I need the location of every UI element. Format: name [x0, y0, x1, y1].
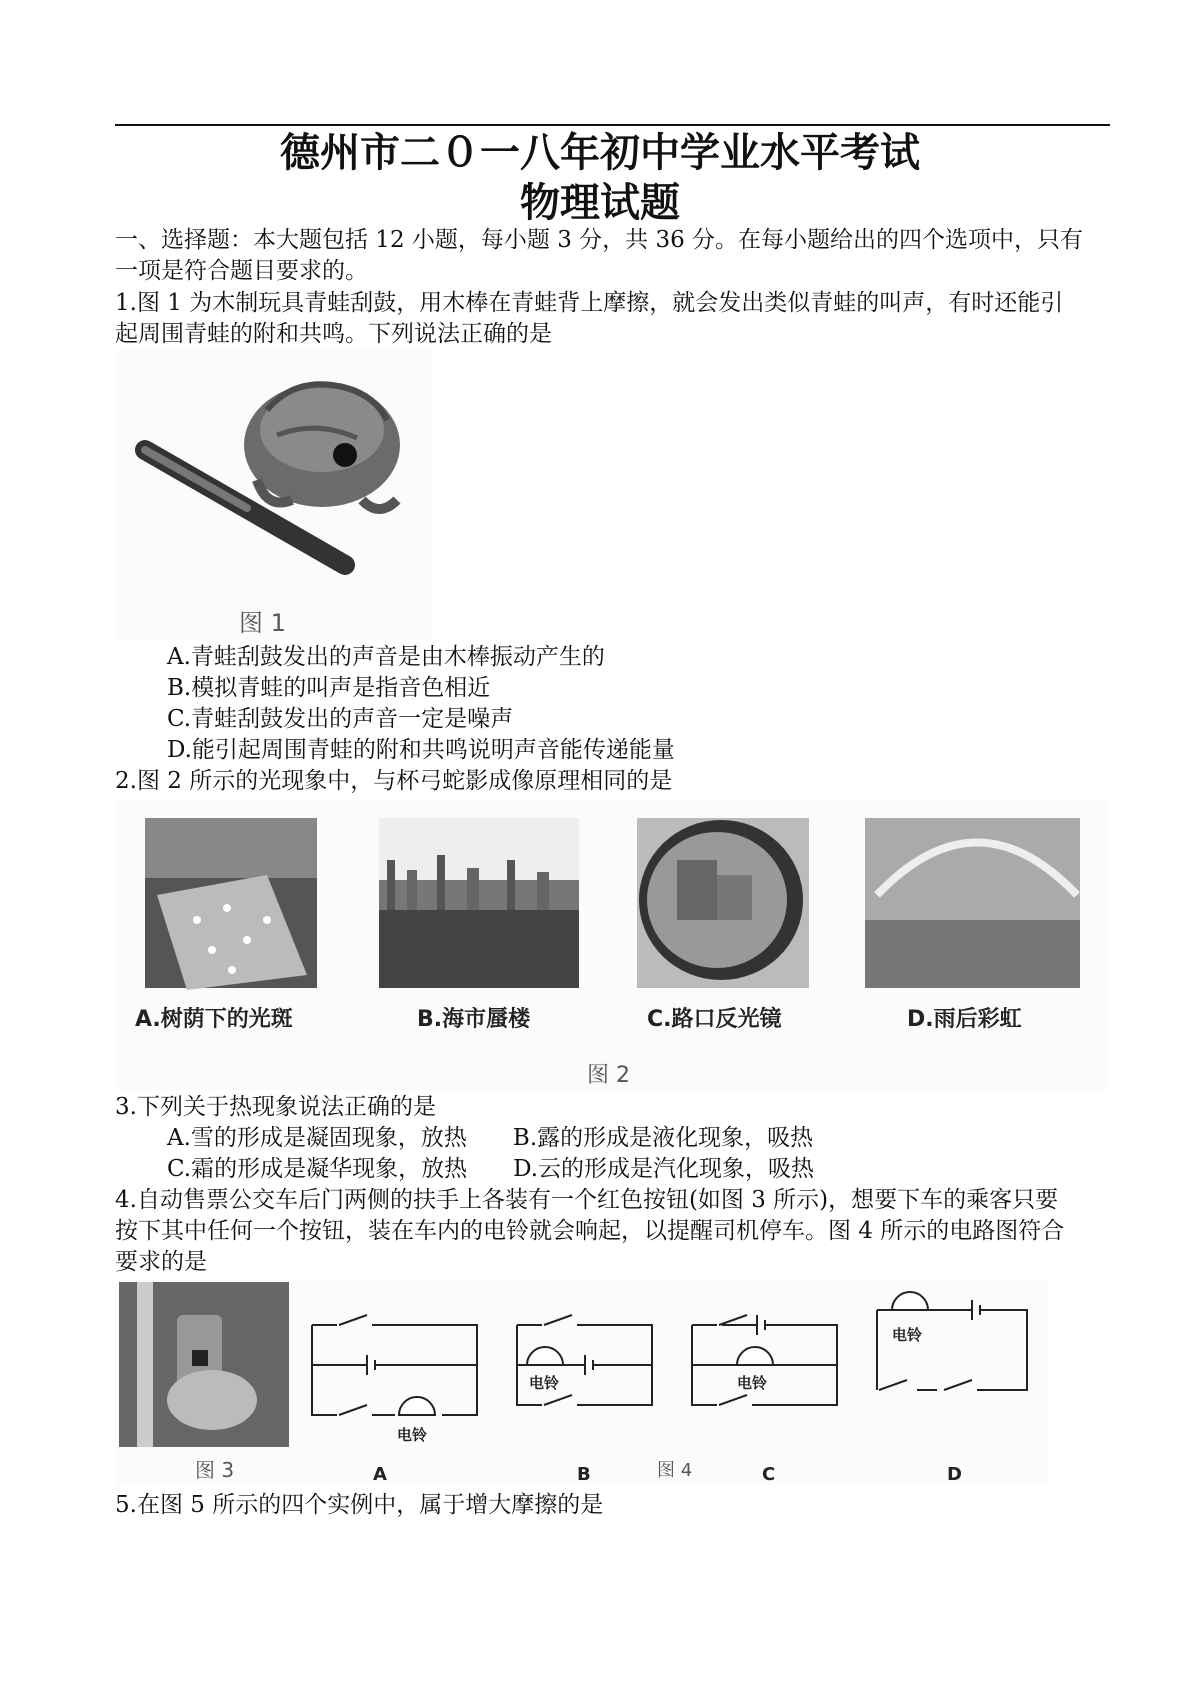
exam-title: 德州市二０一八年初中学业水平考试 [280, 130, 920, 176]
panel-c-convex-mirror [637, 818, 809, 1032]
figure-1-caption: 图 1 [239, 609, 286, 637]
section-intro-line1: 一、选择题：本大题包括 12 小题，每小题 3 分，共 36 分。在每小题给出的四个选项中，只有 [115, 227, 1084, 253]
figure-2-caption: 图 2 [587, 1063, 630, 1088]
q2-stem: 2.图 2 所示的光现象中，与杯弓蛇影成像原理相同的是 [115, 768, 673, 794]
q4-stem-line3: 要求的是 [115, 1249, 207, 1275]
q4-stem-line2: 按下其中任何一个按钮，装在车内的电铃就会响起，以提醒司机停车。图 4 所示的电路图符合 [115, 1218, 1065, 1244]
q4-stem-line1: 4.自动售票公交车后门两侧的扶手上各装有一个红色按钮(如图 3 所示)，想要下车的乘客只要 [115, 1187, 1059, 1213]
circuit-d-letter: D [947, 1464, 962, 1485]
circuit-b-bell-label: 电铃 [529, 1374, 560, 1392]
q1-option-b: B.模拟青蛙的叫声是指音色相近 [167, 675, 491, 701]
circuit-c-bell-label: 电铃 [737, 1374, 768, 1392]
circuit-a [312, 1315, 477, 1415]
q5-stem: 5.在图 5 所示的四个实例中，属于增大摩擦的是 [115, 1492, 604, 1518]
figure-4-caption: 图 4 [657, 1460, 693, 1481]
q1-option-a: A.青蛙刮鼓发出的声音是由木棒振动产生的 [167, 644, 605, 670]
q3-stem: 3.下列关于热现象说法正确的是 [115, 1094, 436, 1120]
panel-a-label: A.树荫下的光斑 [135, 1007, 293, 1032]
panel-a-tree-shadow-spots [135, 818, 317, 1032]
circuit-d-bell-label: 电铃 [892, 1326, 923, 1344]
exam-subtitle: 物理试题 [520, 180, 680, 226]
panel-b-label: B.海市蜃楼 [417, 1007, 531, 1032]
q3-options-row2: C.霜的形成是凝华现象，放热 D.云的形成是汽化现象，吸热 [167, 1156, 815, 1182]
q1-option-c: C.青蛙刮鼓发出的声音一定是噪声 [167, 706, 514, 732]
circuit-b-letter: B [577, 1464, 591, 1485]
figure-3-4 [117, 1280, 1047, 1485]
frog-drum-illustration [117, 350, 432, 640]
q1-stem-line1: 1.图 1 为木制玩具青蛙刮鼓，用木棒在青蛙背上摩擦，就会发出类似青蛙的叫声，有时还能引 [115, 290, 1064, 316]
panel-d-label: D.雨后彩虹 [907, 1007, 1022, 1032]
panel-c-label: C.路口反光镜 [647, 1007, 782, 1032]
circuit-a-letter: A [373, 1464, 387, 1485]
figure-2-light-phenomena [117, 800, 1107, 1090]
panel-d-rainbow [865, 818, 1080, 1032]
figure-1-frog-drum [117, 350, 432, 640]
circuit-a-bell-label: 电铃 [397, 1426, 428, 1444]
panel-b-mirage [379, 818, 579, 1032]
figure-3-caption: 图 3 [195, 1458, 235, 1482]
circuit-c-letter: C [762, 1464, 776, 1485]
figure-3-bus-button-photo [119, 1282, 289, 1482]
q1-option-d: D.能引起周围青蛙的附和共鸣说明声音能传递能量 [167, 737, 675, 763]
q3-options-row1: A.雪的形成是凝固现象，放热 B.露的形成是液化现象，吸热 [167, 1125, 814, 1151]
section-intro-line2: 一项是符合题目要求的。 [115, 258, 368, 284]
header-rule [115, 124, 1110, 126]
q1-stem-line2: 起周围青蛙的附和共鸣。下列说法正确的是 [115, 321, 552, 347]
